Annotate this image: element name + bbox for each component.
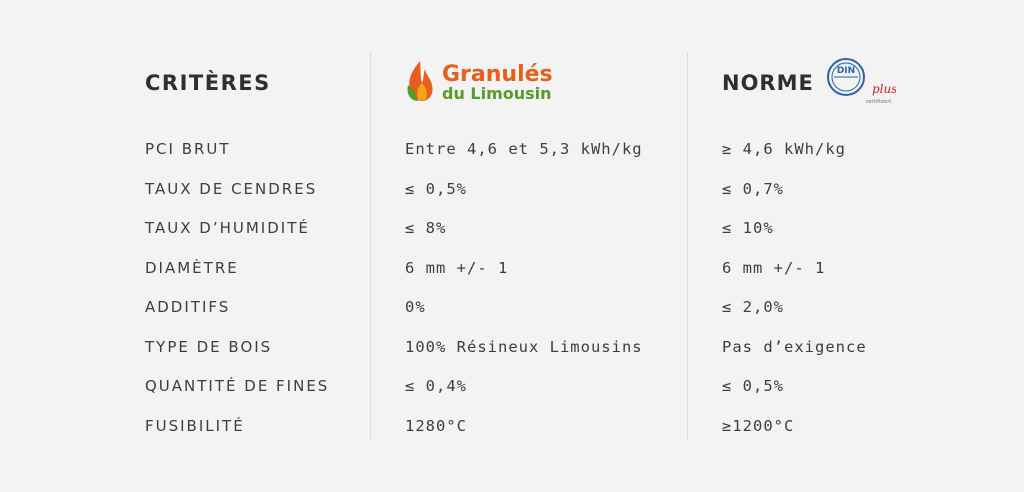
criterion-label: ADDITIFS xyxy=(145,298,231,316)
plus-text: plus xyxy=(871,82,896,96)
norme-header xyxy=(722,56,896,110)
brand-name-line1: Granulés xyxy=(442,62,553,88)
norme-value: ≤ 2,0% xyxy=(722,298,784,316)
norme-value: ≥1200°C xyxy=(722,417,795,435)
granules-value: 1280°C xyxy=(405,417,467,435)
granules-value: Entre 4,6 et 5,3 kWh/kg xyxy=(405,140,643,158)
criterion-label: FUSIBILITÉ xyxy=(145,417,245,435)
criterion-label: DIAMÈTRE xyxy=(145,259,239,277)
norme-value: ≤ 0,5% xyxy=(722,377,784,395)
granules-value: ≤ 0,4% xyxy=(405,377,467,395)
table-row xyxy=(0,219,1024,243)
granules-value: 100% Résineux Limousins xyxy=(405,338,643,356)
criteria-header: CRITÈRES xyxy=(145,71,271,95)
brand-name-line2: du Limousin xyxy=(442,84,552,104)
norme-value: Pas d’exigence xyxy=(722,338,867,356)
flame-leaf-icon xyxy=(404,59,436,107)
granules-value: ≤ 8% xyxy=(405,219,447,237)
norme-value: 6 mm +/- 1 xyxy=(722,259,826,277)
table-row xyxy=(0,298,1024,322)
table-row xyxy=(0,140,1024,164)
norme-label: NORME xyxy=(722,71,814,95)
norme-value: ≤ 0,7% xyxy=(722,180,784,198)
table-row xyxy=(0,180,1024,204)
table-row xyxy=(0,338,1024,362)
norme-value: ≥ 4,6 kWh/kg xyxy=(722,140,846,158)
table-row xyxy=(0,377,1024,401)
granules-value: ≤ 0,5% xyxy=(405,180,467,198)
granules-value: 0% xyxy=(405,298,426,316)
table-row xyxy=(0,417,1024,441)
small-text: zertifiziert xyxy=(865,99,892,105)
criterion-label: QUANTITÉ DE FINES xyxy=(145,377,330,395)
norme-value: ≤ 10% xyxy=(722,219,774,237)
criterion-label: TAUX DE CENDRES xyxy=(145,180,318,198)
granules-value: 6 mm +/- 1 xyxy=(405,259,509,277)
din-plus-logo-icon xyxy=(826,55,896,111)
criterion-label: PCI BRUT xyxy=(145,140,231,158)
din-text: DIN xyxy=(836,66,856,76)
criterion-label: TAUX D’HUMIDITÉ xyxy=(145,219,310,237)
granules-brand-logo xyxy=(404,56,553,110)
criterion-label: TYPE DE BOIS xyxy=(145,338,273,356)
table-row xyxy=(0,259,1024,283)
